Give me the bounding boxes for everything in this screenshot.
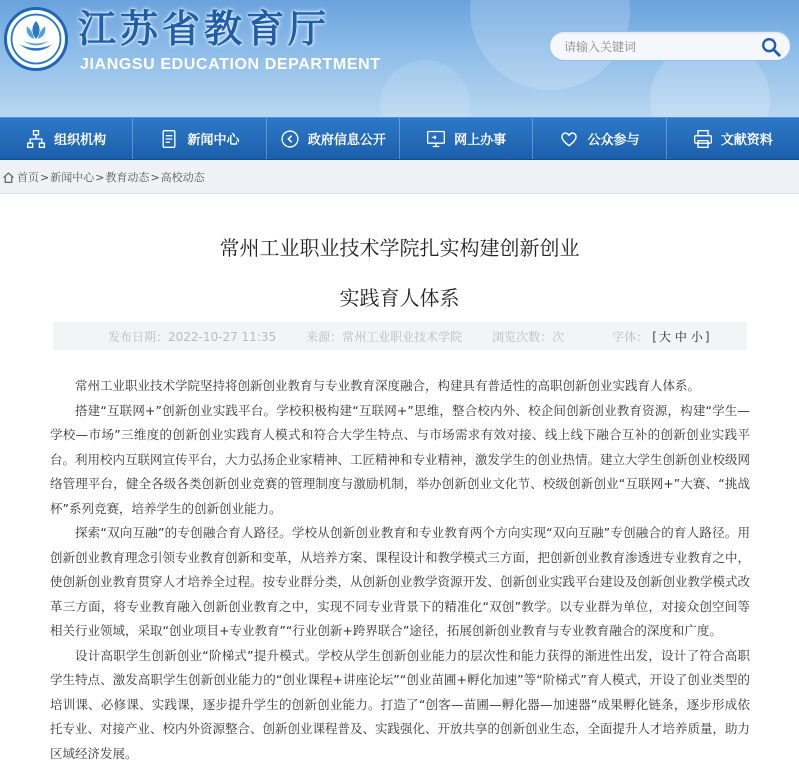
monitor-icon xyxy=(426,129,446,149)
breadcrumb-university-news[interactable]: 高校动态 xyxy=(160,171,205,184)
nav-item-documents[interactable] xyxy=(667,118,799,159)
font-size-large-button[interactable]: 大 xyxy=(658,329,671,344)
article-body xyxy=(50,374,750,764)
article-meta-bar xyxy=(53,322,747,350)
font-size-medium-button[interactable]: 中 xyxy=(674,329,687,344)
nav-item-news-center[interactable] xyxy=(133,118,266,159)
search-icon[interactable] xyxy=(760,36,782,58)
info-disc-icon xyxy=(280,129,300,149)
font-size-switcher xyxy=(652,328,709,345)
breadcrumb-separator: > xyxy=(95,170,105,184)
heart-icon xyxy=(559,129,579,149)
main-nav xyxy=(0,117,799,160)
bracket-close: ] xyxy=(704,329,710,344)
breadcrumb-home[interactable]: 首页 xyxy=(17,171,39,184)
article-title-line1: 常州工业职业技术学院扎实构建创新创业 xyxy=(219,236,580,260)
nav-item-public-participation[interactable] xyxy=(533,118,666,159)
breadcrumb-news-center[interactable]: 新闻中心 xyxy=(50,171,95,184)
nav-item-label: 网上办事 xyxy=(454,133,507,148)
publish-date: 发布日期：2022-10-27 11:35 xyxy=(108,329,277,344)
article-paragraph: 常州工业职业技术学院坚持将创新创业教育与专业教育深度融合，构建具有普适性的高职创新创业实践育人体系。 xyxy=(75,378,701,393)
article-title-line2: 实践育人体系 xyxy=(339,286,460,310)
nav-item-label: 文献资料 xyxy=(720,133,773,148)
nav-item-label: 组织机构 xyxy=(54,133,107,148)
search-box xyxy=(549,31,791,61)
font-size-label: 字体： xyxy=(612,329,649,344)
nav-item-online-service[interactable] xyxy=(400,118,533,159)
document-icon xyxy=(159,129,179,149)
article-paragraph: 设计高职学生创新创业“阶梯式”提升模式。学校从学生创新创业能力的层次性和能力获得的渐进性出发，设计了符合高职学生特点、激发高职学生创新创业能力的“创业课程+讲座论坛”“创业苗圃+孵化加速”等“阶梯式”育人模式，开设了创业类型的培训课、必修课、实践课，逐步提升学生的创新创业能力。打造了“创客—苗圃—孵化器—加速器”成果孵化链条，逐步形成依托专业、对接产业、校内外资源整合、创新创业课程普及、实践强化、开放共享的创新创业生态，全面提升人才培养质量，助力区域经济发展。 xyxy=(50,647,751,761)
breadcrumb-separator: > xyxy=(40,170,50,184)
site-header xyxy=(0,0,799,117)
education-emblem-icon[interactable] xyxy=(4,7,68,71)
printer-icon xyxy=(693,129,713,149)
article-paragraph: 探索“双向互融”的专创融合育人路径。学校从创新创业教育和专业教育两个方向实现“双向互融”专创融合的育人路径。用创新创业教育理念引领专业教育创新和变革，从培养方案、课程设计和教学模式三方面，把创新创业教育渗透进专业教育之中，使创新创业教育贯穿人才培养全过程。按专业群分类，从创新创业教学资源开发、创新创业实践平台建设及创新创业教学模式改革三方面，将专业教育融入创新创业教育之中，实现不同专业背景下的精准化“双创”教学。以专业群为单位，对接众创空间等相关行业领域，采取“创业项目+专业教育”“行业创新+跨界联合”途径，拓展创新创业教育与专业教育融合的深度和广度。 xyxy=(50,525,751,638)
site-subtitle: JIANGSU EDUCATION DEPARTMENT xyxy=(80,56,381,73)
site-title[interactable]: 江苏省教育厅 xyxy=(78,7,331,51)
font-size-small-button[interactable]: 小 xyxy=(690,329,703,344)
breadcrumb-education-news[interactable]: 教育动态 xyxy=(105,171,150,184)
breadcrumb xyxy=(0,168,205,186)
article-source: 来源：常州工业职业技术学院 xyxy=(306,329,463,344)
bracket-open: [ xyxy=(652,329,657,344)
nav-item-gov-info[interactable] xyxy=(267,118,400,159)
org-chart-icon xyxy=(26,129,46,149)
nav-item-organization[interactable] xyxy=(0,118,133,159)
nav-item-label: 新闻中心 xyxy=(187,133,240,148)
nav-item-label: 政府信息公开 xyxy=(307,133,386,148)
article-paragraph: 搭建“互联网+”创新创业实践平台。学校积极构建“互联网+”思维，整合校内外、校企间创新创业教育资源，构建“学生—学校—市场”三维度的创新创业实践育人模式和符合大学生特点、与市场需求有效对接、线上线下融合互补的创新创业实践平台。利用校内互联网宣传平台，大力弘扬企业家精神、工匠精神和专业精神，激发学生的创业热情。建立大学生创新创业校级网络管理平台，健全各级各类创新创业竞赛的管理制度与激励机制，举办创新创业文化节、校级创新创业“互联网+”大赛、“挑战杯”系列竞赛，培养学生的创新创业能力。 xyxy=(50,402,751,516)
breadcrumb-separator: > xyxy=(150,170,160,184)
nav-item-label: 公众参与 xyxy=(587,133,640,148)
home-icon xyxy=(2,171,15,184)
search-input[interactable] xyxy=(564,37,754,57)
header-decoration xyxy=(380,60,470,117)
view-count: 浏览次数：次 xyxy=(492,329,565,344)
article-panel xyxy=(0,193,799,764)
